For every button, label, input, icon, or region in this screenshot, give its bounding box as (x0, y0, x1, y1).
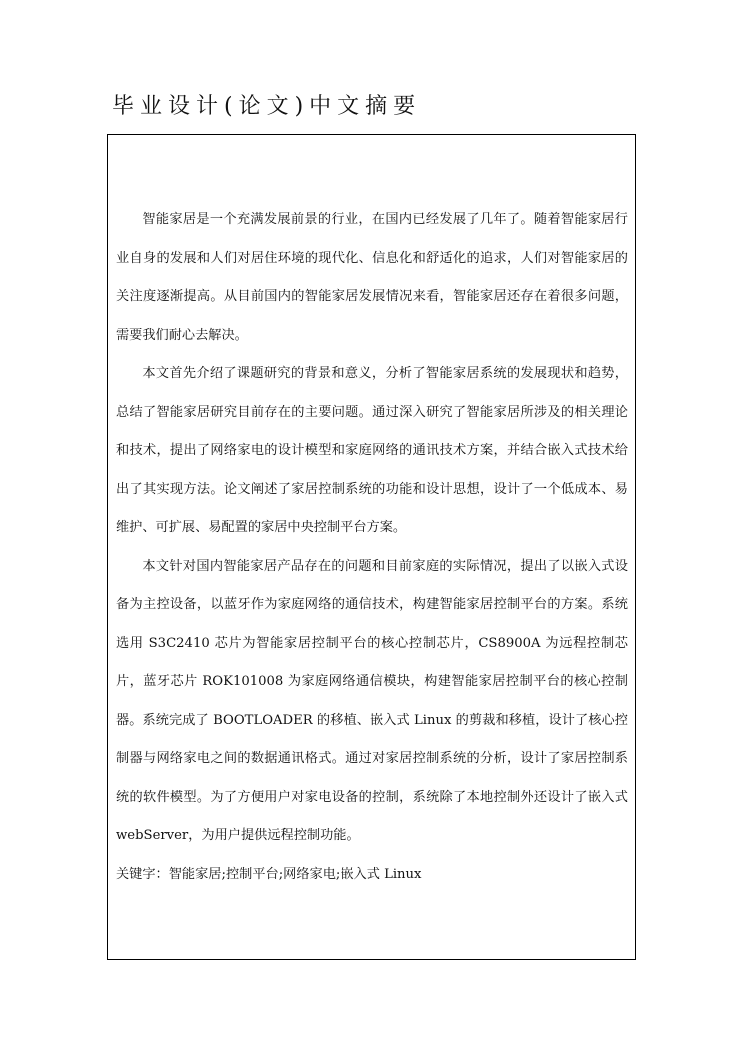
abstract-body (116, 201, 628, 894)
page-title: 毕业设计(论文)中文摘要 (112, 94, 422, 119)
abstract-paragraph-2: 本文首先介绍了课题研究的背景和意义，分析了智能家居系统的发展现状和趋势，总结了智能家居研究目前存在的主要问题。通过深入研究了智能家居所涉及的相关理论和技术，提出了网络家电的设计模型和家庭网络的通讯技术方案，并结合嵌入式技术给出了其实现方法。论文阐述了家居控制系统的功能和设计思想，设计了一个低成本、易维护、可扩展、易配置的家居中央控制平台方案。 (116, 366, 628, 535)
abstract-paragraph-1: 智能家居是一个充满发展前景的行业，在国内已经发展了几年了。随着智能家居行业自身的发展和人们对居住环境的现代化、信息化和舒适化的追求，人们对智能家居的关注度逐渐提高。从目前国内的智能家居发展情况来看，智能家居还存在着很多问题，需要我们耐心去解决。 (116, 212, 628, 343)
abstract-paragraph-3: 本文针对国内智能家居产品存在的问题和目前家庭的实际情况，提出了以嵌入式设备为主控设备，以蓝牙作为家庭网络的通信技术，构建智能家居控制平台的方案。系统选用 S3C2410 芯片为智能家居控制平台的核心控制芯片，CS8900A 为远程控制芯片，蓝牙芯片 ROK101008 为家庭网络通信模块，构建智能家居控制平台的核心控制器。系统完成了 BOOTLOADER 的移植、嵌入式 Linux 的剪裁和移植，设计了核心控制器与网络家电之间的数据通讯格式。通过对家居控制系统的分析，设计了家居控制系统的软件模型。为了方便用户对家电设备的控制，系统除了本地控制外还设计了嵌入式 webServer，为用户提供远程控制功能。 (116, 558, 628, 843)
abstract-box (107, 134, 636, 960)
keywords-line: 关键字：智能家居;控制平台;网络家电;嵌入式 Linux (116, 866, 422, 882)
